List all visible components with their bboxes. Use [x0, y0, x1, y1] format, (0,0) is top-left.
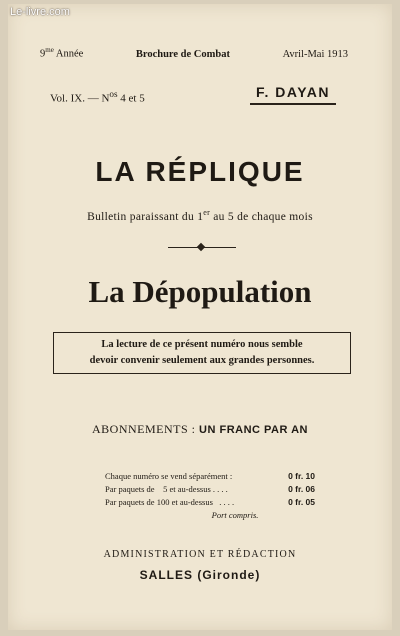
diamond-ornament-icon — [197, 243, 205, 251]
admin-label: ADMINISTRATION ET RÉDACTION — [103, 549, 297, 560]
masthead-subtitle — [8, 208, 392, 223]
subtitle-part-b: au 5 de chaque mois — [210, 210, 313, 223]
subscription-line — [8, 422, 392, 437]
volume-prefix: Vol. IX. — N — [50, 93, 110, 105]
year-suffix: me — [45, 46, 54, 54]
price-row — [105, 470, 315, 483]
notice-line-1: La lecture de ce présent numéro nous semble — [101, 339, 303, 350]
year-word: Année — [55, 48, 84, 60]
volume-sup: os — [109, 89, 118, 100]
price-row-value: 0 fr. 10 — [288, 471, 315, 481]
series-label: Brochure de Combat — [135, 48, 230, 60]
price-row-label: Par paquets de 100 et au-dessus . . . . — [105, 497, 235, 507]
author-name: F. DAYAN — [256, 84, 330, 100]
price-list — [105, 470, 315, 522]
watermark: Le-livre.com — [10, 6, 70, 18]
subscription-price: UN FRANC PAR AN — [199, 424, 308, 436]
price-row-value: 0 fr. 05 — [288, 497, 315, 507]
brochure-cover — [8, 4, 392, 630]
subtitle-part-a: Bulletin paraissant du 1 — [87, 210, 204, 223]
author-block — [250, 84, 336, 105]
price-row — [105, 496, 315, 509]
postage-note: Port compris. — [211, 510, 259, 520]
price-row-value: 0 fr. 06 — [288, 484, 315, 494]
subtitle-sup: er — [203, 208, 211, 217]
notice-line-2: devoir convenir seulement aux grandes personnes. — [89, 355, 315, 366]
issue-date: Avril-Mai 1913 — [282, 48, 348, 60]
header-row — [40, 46, 348, 60]
price-row-label: Par paquets de 5 et au-dessus . . . . — [105, 484, 228, 494]
notice-box — [53, 332, 351, 374]
masthead-title: LA RÉPLIQUE — [95, 156, 305, 187]
year-number: 9 — [40, 48, 46, 60]
volume-label — [50, 89, 145, 105]
price-row-label: Chaque numéro se vend séparément : — [105, 471, 233, 481]
subscription-label: ABONNEMENTS : — [92, 422, 200, 436]
issue-headline: La Dépopulation — [88, 274, 312, 309]
volume-numbers: 4 et 5 — [117, 93, 145, 105]
volume-row — [50, 84, 336, 105]
price-row — [105, 483, 315, 496]
city-label: SALLES (Gironde) — [139, 568, 261, 582]
year-label — [40, 46, 83, 60]
ornament-divider — [168, 247, 236, 248]
